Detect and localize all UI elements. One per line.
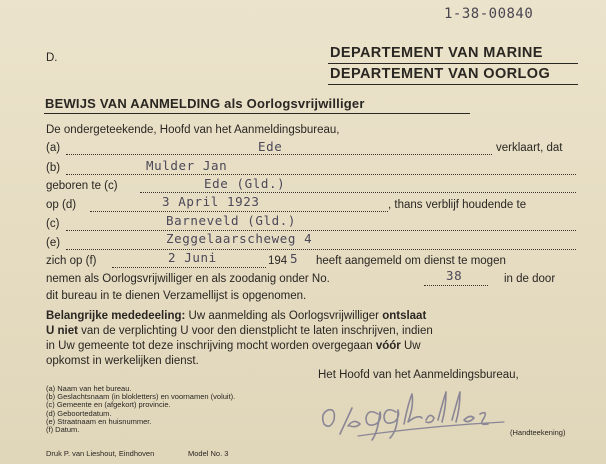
- statement-line-2: nemen als Oorlogsvrijwilliger en als zoodanig onder No.: [46, 273, 330, 285]
- notice-text-2: van de verplichting U voor den dienstplicht te laten inschrijven, indien: [77, 325, 433, 337]
- field-a-value: Ede: [258, 139, 283, 154]
- notice-heading: Belangrijke mededeeling:: [46, 310, 186, 322]
- field-b-value: Mulder Jan: [146, 158, 228, 173]
- footnotes: [46, 385, 235, 434]
- statement-line-3: dit bureau in te dienen Verzamellijst is opgenomen.: [46, 290, 307, 302]
- page-title: BEWIJS VAN AANMELDING als Oorlogsvrijwilliger: [45, 96, 365, 111]
- registration-number: 38: [446, 268, 463, 283]
- notice-text-3: in Uw gemeente tot deze inschrijving mocht worden overgegaan: [46, 340, 376, 352]
- notice-line-4: opkomst in werkelijken dienst.: [46, 355, 199, 367]
- field-d-label: op (d): [46, 199, 77, 211]
- field-birthplace-label: geboren te (c): [46, 180, 118, 192]
- notice-line-2: [46, 325, 433, 337]
- footnote-a: (a) Naam van het bureau.: [46, 384, 132, 393]
- field-f-label: zich op (f): [46, 255, 97, 267]
- footnote-d: (d) Geboortedatum.: [46, 408, 112, 418]
- department-line-1: DEPARTEMENT VAN MARINE: [330, 45, 543, 61]
- field-b-line: [66, 174, 576, 175]
- field-f-suffix: heeft aangemeld om dienst te mogen: [316, 255, 506, 267]
- handwritten-signature: [318, 384, 518, 448]
- serial-number: 1-38-00840: [444, 6, 534, 22]
- field-a-suffix: verklaart, dat: [496, 142, 563, 154]
- footnote-f: (f) Datum.: [46, 425, 80, 435]
- field-d-suffix: , thans verblijf houdende te: [388, 199, 527, 211]
- notice-bold-2: U niet: [46, 325, 78, 337]
- field-f-year-prefix: 194: [268, 255, 288, 267]
- intro-text: De ondergeteekende, Hoofd van het Aanmeldingsbureau,: [46, 124, 340, 136]
- field-e-label: (e): [46, 237, 61, 249]
- field-a-label: (a): [46, 142, 61, 154]
- field-residence-value: Barneveld (Gld.): [166, 213, 297, 228]
- footnote-c: (c) Gemeente en (afgekort) provincie.: [46, 400, 171, 410]
- registration-number-line: [424, 285, 488, 286]
- notice-text-1: Uw aanmelding als Oorlogsvrijwilliger: [185, 310, 383, 322]
- form-letter: D.: [46, 52, 58, 64]
- field-b-label: (b): [46, 162, 61, 174]
- field-f-year-digit: 5: [290, 251, 299, 266]
- notice-bold-1: ontslaat: [382, 310, 427, 322]
- notice-line-3: [46, 340, 421, 352]
- field-f-value: 2 Juni: [168, 250, 217, 265]
- department-underline-2: [328, 84, 578, 85]
- department-underline-1: [328, 63, 578, 64]
- notice-bold-3: vóór: [375, 340, 401, 352]
- field-d-line: [90, 211, 388, 212]
- field-birthplace-line: [140, 192, 576, 193]
- signature-caption: (Handteekening): [510, 428, 566, 437]
- field-residence-line: [66, 230, 576, 231]
- department-line-2: DEPARTEMENT VAN OORLOG: [330, 66, 551, 82]
- statement-line-2-end: in de door: [504, 273, 556, 285]
- field-e-value: Zeggelaarscheweg 4: [166, 231, 313, 246]
- notice-line-1: [46, 310, 426, 322]
- field-e-line: [66, 249, 576, 250]
- footnote-b: (b) Geslachtsnaam (in blokletters) en voornamen (voluit).: [46, 392, 236, 402]
- field-birthplace-value: Ede (Gld.): [204, 176, 286, 191]
- field-d-value: 3 April 1923: [162, 194, 260, 209]
- closing-title: Het Hoofd van het Aanmeldingsbureau,: [318, 369, 519, 381]
- field-f-line: [112, 267, 266, 268]
- footnote-e: (e) Straatnaam en huisnummer.: [46, 416, 152, 426]
- model-number: Model No. 3: [188, 449, 229, 458]
- notice-text-3-end: Uw: [400, 340, 421, 352]
- title-underline: [44, 113, 470, 114]
- field-a-line: [66, 154, 492, 155]
- printer-imprint: Druk P. van Lieshout, Eindhoven: [46, 449, 155, 458]
- field-residence-label: (c): [46, 218, 60, 230]
